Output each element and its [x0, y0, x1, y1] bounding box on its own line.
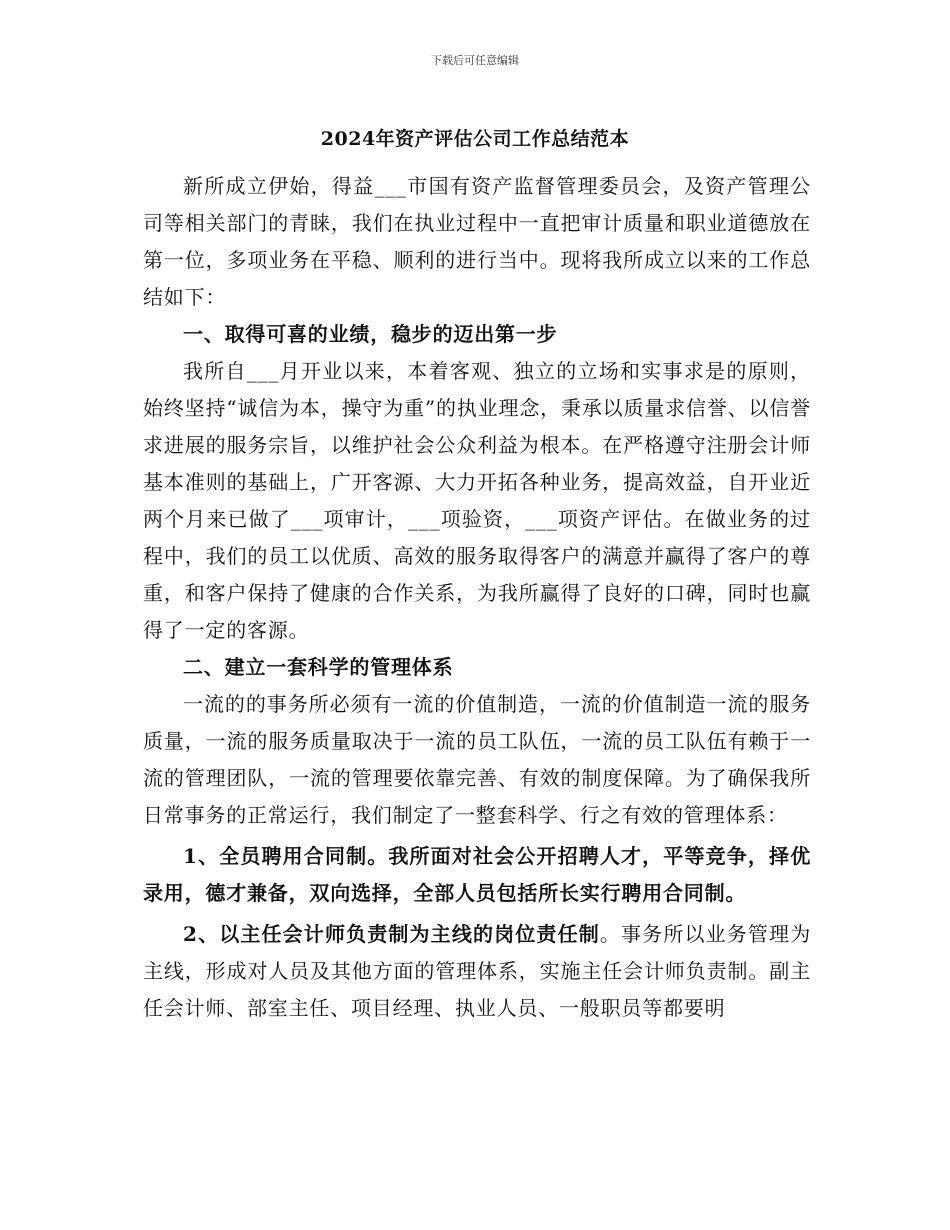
item2-lead: 2、以主任会计师负责制为主线的岗位责任制 — [183, 922, 600, 946]
item2-text: 。事务所以业务管理为主线，形成对人员及其他方面的管理体系，实施主任会计师负责制。副主任会计师、部室主任、项目经理、执业人员、一般职员等都要明 — [143, 922, 812, 1020]
intro-paragraph: 新所成立伊始，得益___市国有资产监督管理委员会，及资产管理公司等相关部门的青睐，我们在执业过程中一直把审计质量和职业道德放在第一位，多项业务在平稳、顺利的进行当中。现将我所成立以来的工作总结如下： — [143, 174, 811, 309]
section1-heading: 一、取得可喜的业绩，稳步的迈出第一步 — [183, 322, 558, 346]
item1-paragraph: 1、全员聘用合同制。我所面对社会公开招聘人才，平等竞争，择优录用，德才兼备，双向选择，全部人员包括所长实行聘用合同制。 — [143, 844, 811, 905]
section1-paragraph: 我所自___月开业以来，本着客观、独立的立场和实事求是的原则，始终坚持“诚信为本，操守为重”的执业理念，秉承以质量求信誉、以信誉求进展的服务宗旨，以维护社会公众利益为根本。在严格遵守注册会计师基本准则的基础上，广开客源、大力开拓各种业务，提高效益，自开业近两个月来已做了___项审计，___项验资，___项资产评估。在做业务的过程中，我们的员工以优质、高效的服务取得客户的满意并赢得了客户的尊重，和客户保持了健康的合作关系，为我所赢得了良好的口碑，同时也赢得了一定的客源。 — [143, 359, 811, 642]
section2-heading: 二、建立一套科学的管理体系 — [183, 655, 454, 679]
section2-paragraph: 一流的的事务所必须有一流的价值制造，一流的价值制造一流的服务质量，一流的服务质量取决于一流的员工队伍，一流的员工队伍有赖于一流的管理团队，一流的管理要依靠完善、有效的制度保障。为了确保我所日常事务的正常运行，我们制定了一整套科学、行之有效的管理体系： — [143, 692, 811, 827]
item2-paragraph — [143, 916, 811, 1027]
document-title: 2024年资产评估公司工作总结范本 — [320, 128, 630, 150]
page-header: 下载后可任意编辑 — [431, 54, 519, 67]
document-body — [143, 168, 811, 1027]
